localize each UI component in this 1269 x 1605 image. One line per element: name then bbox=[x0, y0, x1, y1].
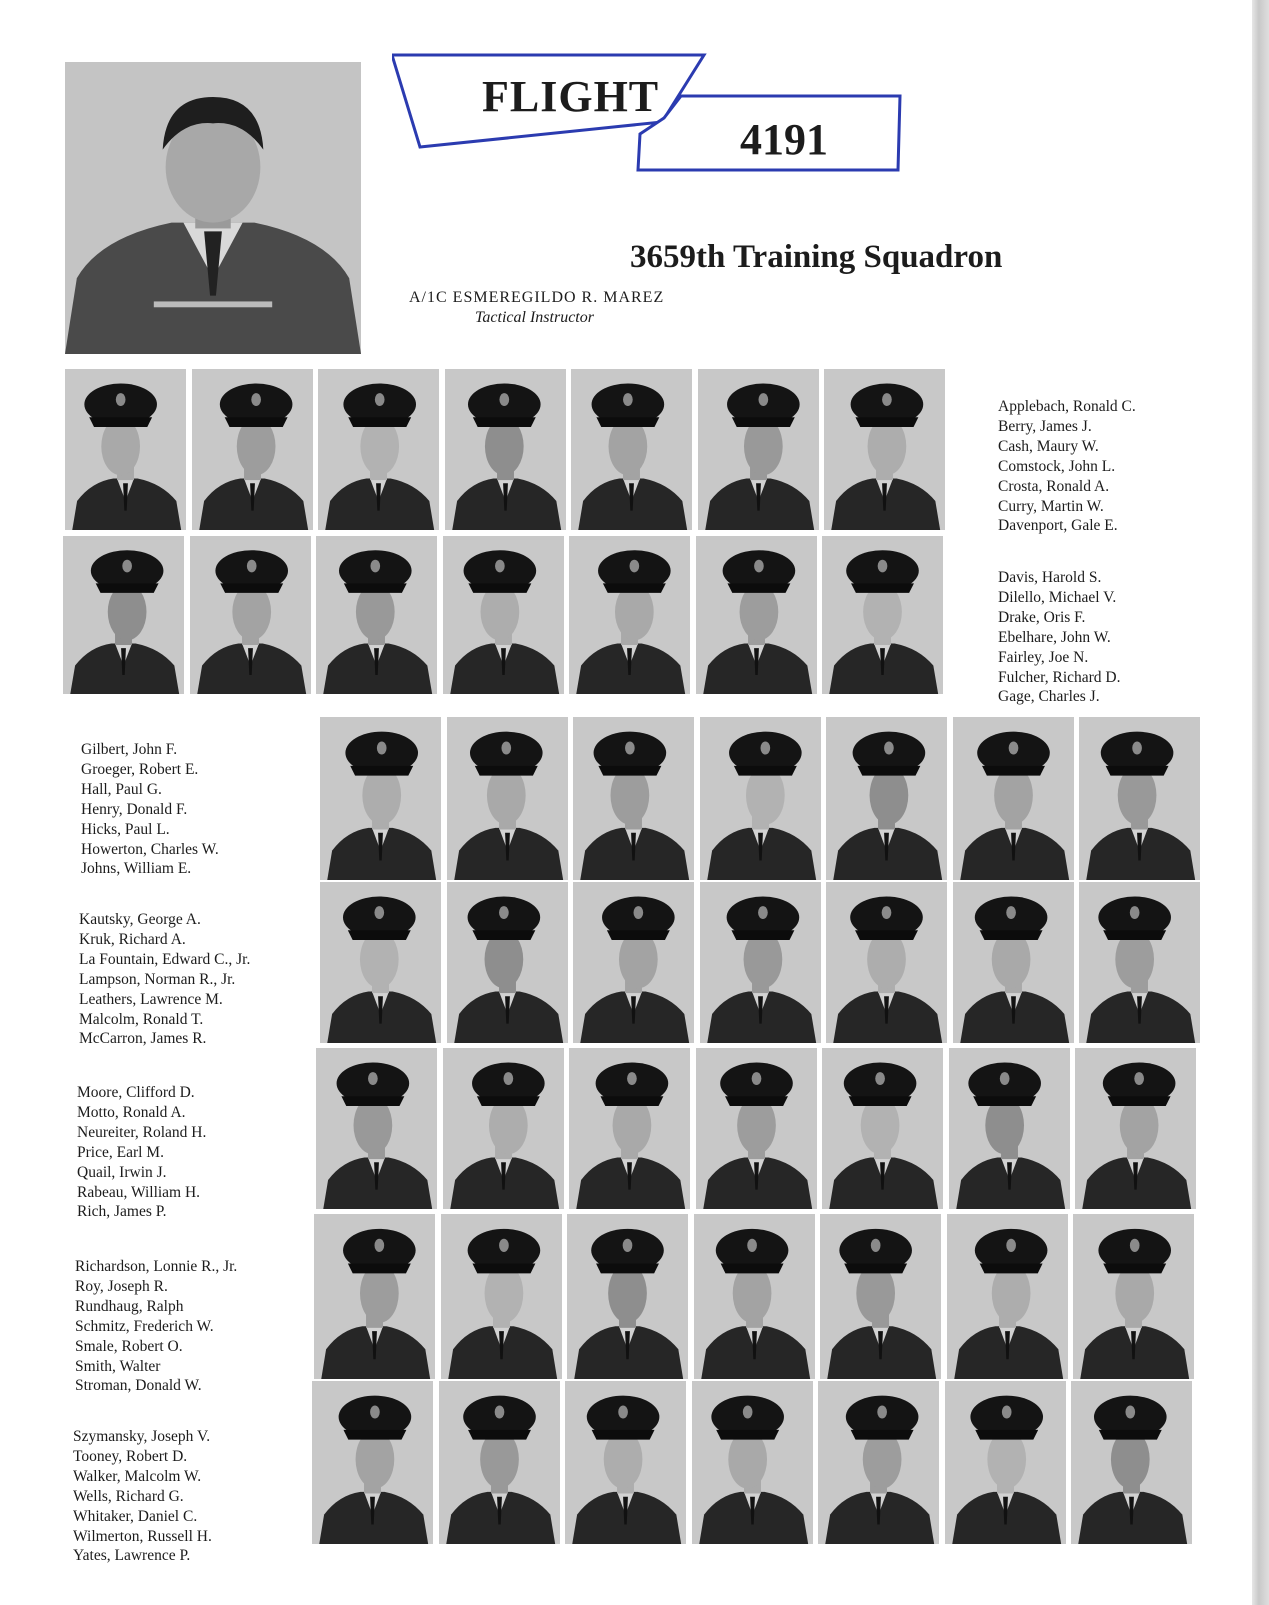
cadet-name: Fairley, Joe N. bbox=[998, 648, 1089, 666]
cadet-photo bbox=[318, 369, 439, 530]
cadet-name: Price, Earl M. bbox=[77, 1143, 164, 1161]
name-list bbox=[81, 740, 219, 879]
cadet-name: Gage, Charles J. bbox=[998, 688, 1100, 706]
cadet-photo bbox=[320, 882, 441, 1043]
cadet-name: Applebach, Ronald C. bbox=[998, 398, 1136, 415]
cadet-photo bbox=[700, 882, 821, 1043]
cadet-photo bbox=[822, 536, 943, 694]
cadet-name: Motto, Ronald A. bbox=[77, 1103, 186, 1121]
cadet-photo bbox=[953, 717, 1074, 880]
cadet-photo bbox=[312, 1381, 433, 1544]
cadet-name: Howerton, Charles W. bbox=[81, 840, 219, 858]
cadet-photo bbox=[698, 369, 819, 530]
instructor-name: A/1C ESMEREGILDO R. MAREZ bbox=[409, 289, 665, 306]
cadet-name: Neureiter, Roland H. bbox=[77, 1123, 207, 1141]
cadet-name: Comstock, John L. bbox=[998, 457, 1116, 475]
cadet-photo bbox=[314, 1214, 435, 1379]
cadet-name: Davenport, Gale E. bbox=[998, 517, 1118, 535]
cadet-photo bbox=[1073, 1214, 1194, 1379]
cadet-photo bbox=[571, 369, 692, 530]
cadet-name: Drake, Oris F. bbox=[998, 608, 1086, 626]
squadron-title: 3659th Training Squadron bbox=[630, 239, 1003, 275]
cadet-photo bbox=[447, 717, 568, 880]
cadet-name: Curry, Martin W. bbox=[998, 497, 1104, 515]
cadet-photo bbox=[820, 1214, 941, 1379]
cadet-photo bbox=[316, 1048, 437, 1209]
cadet-name: Yates, Lawrence P. bbox=[73, 1547, 191, 1565]
instructor-portrait bbox=[65, 62, 361, 354]
cadet-name: Johns, William E. bbox=[81, 860, 192, 878]
cadet-name: Quail, Irwin J. bbox=[77, 1163, 167, 1181]
cadet-name: Kruk, Richard A. bbox=[79, 930, 186, 948]
cadet-name: Kautsky, George A. bbox=[79, 911, 201, 928]
page-edge bbox=[1252, 0, 1269, 1605]
cadet-photo bbox=[947, 1214, 1068, 1379]
flight-label: FLIGHT bbox=[482, 72, 660, 121]
cadet-photo bbox=[1071, 1381, 1192, 1544]
cadet-name: La Fountain, Edward C., Jr. bbox=[79, 950, 251, 968]
cadet-name: Moore, Clifford D. bbox=[77, 1084, 195, 1101]
cadet-photo bbox=[573, 882, 694, 1043]
cadet-name: McCarron, James R. bbox=[79, 1030, 207, 1048]
cadet-photo bbox=[569, 536, 690, 694]
cadet-photo bbox=[822, 1048, 943, 1209]
cadet-name: Rundhaug, Ralph bbox=[75, 1297, 184, 1315]
cadet-name: Hicks, Paul L. bbox=[81, 820, 170, 838]
name-list bbox=[998, 568, 1121, 707]
cadet-photo bbox=[1075, 1048, 1196, 1209]
cadet-name: Groeger, Robert E. bbox=[81, 760, 199, 778]
cadet-name: Davis, Harold S. bbox=[998, 569, 1102, 586]
cadet-name: Malcolm, Ronald T. bbox=[79, 1010, 204, 1028]
cadet-photo bbox=[443, 536, 564, 694]
portrait-silhouette bbox=[65, 62, 361, 354]
cadet-photo bbox=[190, 536, 311, 694]
cadet-photo bbox=[700, 717, 821, 880]
name-list bbox=[73, 1427, 212, 1566]
cadet-name: Roy, Joseph R. bbox=[75, 1277, 168, 1295]
cadet-name: Szymansky, Joseph V. bbox=[73, 1428, 211, 1445]
cadet-name: Walker, Malcolm W. bbox=[73, 1467, 202, 1485]
cadet-photo bbox=[567, 1214, 688, 1379]
name-list bbox=[77, 1083, 206, 1222]
cadet-name: Hall, Paul G. bbox=[81, 780, 162, 798]
cadet-name: Stroman, Donald W. bbox=[75, 1377, 202, 1395]
name-list bbox=[75, 1257, 237, 1396]
cadet-photo bbox=[569, 1048, 690, 1209]
cadet-photo bbox=[445, 369, 566, 530]
cadet-name: Fulcher, Richard D. bbox=[998, 668, 1121, 686]
cadet-photo bbox=[692, 1381, 813, 1544]
cadet-photo bbox=[63, 536, 184, 694]
cadet-photo bbox=[694, 1214, 815, 1379]
cadet-name: Schmitz, Frederich W. bbox=[75, 1317, 214, 1335]
cadet-name: Gilbert, John F. bbox=[81, 741, 178, 758]
cadet-photo bbox=[696, 536, 817, 694]
cadet-photo bbox=[1079, 717, 1200, 880]
cadet-photo bbox=[439, 1381, 560, 1544]
cadet-name: Smale, Robert O. bbox=[75, 1337, 183, 1355]
cadet-photo bbox=[565, 1381, 686, 1544]
name-list bbox=[79, 910, 250, 1049]
instructor-title: Tactical Instructor bbox=[475, 309, 594, 326]
cadet-photo bbox=[696, 1048, 817, 1209]
cadet-photo bbox=[826, 882, 947, 1043]
cadet-name: Smith, Walter bbox=[75, 1357, 161, 1375]
cadet-photo bbox=[945, 1381, 1066, 1544]
cadet-name: Rich, James P. bbox=[77, 1203, 167, 1221]
cadet-name: Rabeau, William H. bbox=[77, 1183, 201, 1201]
cadet-photo bbox=[192, 369, 313, 530]
cadet-name: Crosta, Ronald A. bbox=[998, 477, 1110, 495]
cadet-name: Lampson, Norman R., Jr. bbox=[79, 970, 236, 988]
flight-number: 4191 bbox=[740, 115, 828, 164]
cadet-name: Leathers, Lawrence M. bbox=[79, 990, 223, 1008]
cadet-photo bbox=[1079, 882, 1200, 1043]
cadet-photo bbox=[443, 1048, 564, 1209]
cadet-name: Cash, Maury W. bbox=[998, 437, 1099, 455]
name-list bbox=[998, 397, 1136, 536]
cadet-photo bbox=[316, 536, 437, 694]
cadet-name: Berry, James J. bbox=[998, 417, 1092, 435]
cadet-name: Dilello, Michael V. bbox=[998, 588, 1117, 606]
cadet-name: Richardson, Lonnie R., Jr. bbox=[75, 1258, 238, 1275]
cadet-photo bbox=[573, 717, 694, 880]
cadet-name: Tooney, Robert D. bbox=[73, 1447, 188, 1465]
cadet-name: Henry, Donald F. bbox=[81, 800, 188, 818]
cadet-name: Wells, Richard G. bbox=[73, 1487, 184, 1505]
cadet-photo bbox=[949, 1048, 1070, 1209]
cadet-photo bbox=[826, 717, 947, 880]
cadet-photo bbox=[65, 369, 186, 530]
cadet-photo bbox=[320, 717, 441, 880]
cadet-photo bbox=[447, 882, 568, 1043]
cadet-name: Ebelhare, John W. bbox=[998, 628, 1111, 646]
cadet-name: Wilmerton, Russell H. bbox=[73, 1527, 212, 1545]
cadet-photo bbox=[441, 1214, 562, 1379]
cadet-name: Whitaker, Daniel C. bbox=[73, 1507, 198, 1525]
cadet-photo bbox=[818, 1381, 939, 1544]
cadet-photo bbox=[953, 882, 1074, 1043]
cadet-photo bbox=[824, 369, 945, 530]
